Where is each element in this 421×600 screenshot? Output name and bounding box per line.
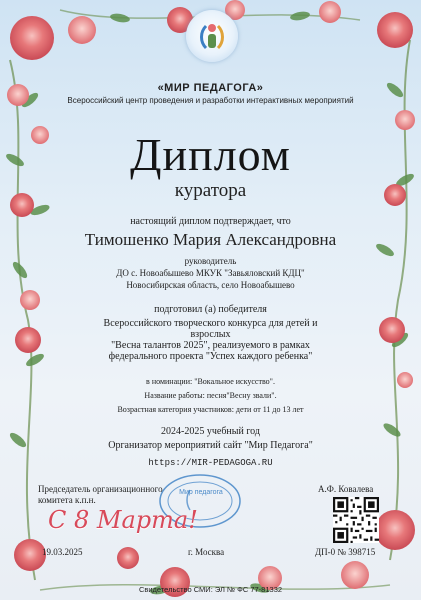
brand-tagline: Всероссийский центр проведения и разработки интерактивных мероприятий [67, 96, 354, 105]
media-license: Свидетельство СМИ: ЭЛ № ФС 77-81332 [138, 585, 283, 594]
contest-line-1: Всероссийского творческого конкурса для детей и [103, 318, 318, 329]
recipient-role: руководитель [184, 256, 237, 266]
contest-line-2: взрослых [190, 329, 231, 340]
recipient-location: Новосибирская область, село Новоабышево [126, 280, 295, 290]
document-title: Диплом [130, 129, 291, 180]
issue-city: г. Москва [188, 547, 225, 557]
contest-line-4: федерального проекта "Успех каждого ребенка" [108, 351, 313, 362]
work-title: Название работы: песня"Весну звали". [144, 391, 277, 400]
chairman-line-1: Председатель организационного [38, 484, 163, 494]
document-subtitle: куратора [174, 180, 247, 201]
contest-line-3: "Весна талантов 2025", реализуемого в рамках [111, 340, 310, 351]
stamp-label: Мир педагога [179, 489, 223, 496]
recipient-name: Тимошенко Мария Александровна [84, 230, 337, 249]
school-year: 2024-2025 учебный год [161, 426, 260, 437]
brand-name: «МИР ПЕДАГОГА» [157, 82, 264, 94]
recipient-org: ДО с. Новоабышево МКУК "Завьяловский КДЦ" [116, 268, 305, 278]
issue-date: 19.03.2025 [42, 547, 83, 557]
contest-description [0, 318, 421, 362]
chairman-line-2: комитета к.п.н. [38, 495, 96, 505]
logo [186, 10, 238, 62]
holiday-greeting: С 8 Марта! [48, 506, 198, 534]
signatory-name: А.Ф. Ковалева [318, 484, 374, 494]
nomination: в номинации: "Вокальное искусство". [146, 377, 275, 386]
chairman-title [38, 484, 163, 506]
age-category: Возрастная категория участников: дети от 11 до 13 лет [117, 405, 304, 414]
qr-code [333, 497, 379, 543]
prepared-text: подготовил (а) победителя [154, 304, 267, 315]
document-number: ДП-0 № 398715 [315, 547, 376, 557]
organizer: Организатор мероприятий сайт "Мир Педагога" [108, 440, 313, 451]
intro-text: настоящий диплом подтверждает, что [130, 216, 291, 227]
website: https://MIR-PEDAGOGA.RU [148, 458, 273, 468]
